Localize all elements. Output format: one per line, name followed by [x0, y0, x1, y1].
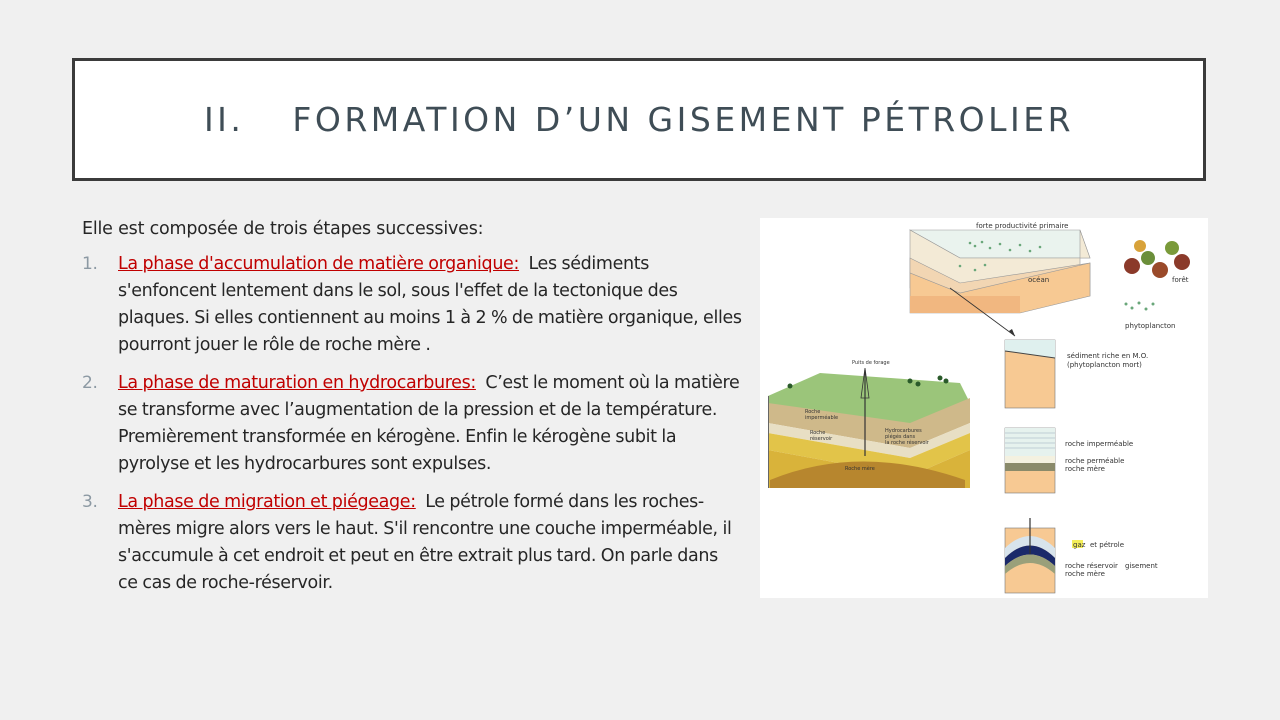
label-sediment: sédiment riche en M.O. [1067, 352, 1149, 360]
label-impermeable: roche imperméable [1065, 440, 1134, 448]
label-reservoir: roche réservoir [1065, 562, 1118, 570]
step-marker: 1. [82, 254, 98, 274]
label-hydrocarbons: Hydrocarbures [885, 428, 922, 434]
layers-column [1005, 428, 1133, 493]
title-box [72, 58, 1206, 181]
label-hydrocarbons-2: piégés dans [885, 434, 916, 440]
phytoplankton-icon [1125, 302, 1176, 331]
step-marker: 2. [82, 373, 98, 393]
step-item [82, 370, 742, 478]
label-ocean: océan [1028, 276, 1050, 284]
step-marker: 3. [82, 492, 98, 512]
deposit-column [1005, 518, 1158, 593]
geology-block [768, 360, 970, 488]
label-source-rock-2: roche mère [1065, 570, 1105, 578]
label-sediment-2: (phytoplancton mort) [1067, 361, 1142, 369]
slide-content [82, 216, 742, 608]
forest-icon [1124, 240, 1190, 284]
ocean-block [910, 222, 1090, 313]
label-deposit: gisement [1125, 562, 1158, 570]
label-productivity: forte productivité primaire [976, 222, 1069, 230]
title-number: II. [203, 100, 245, 139]
label-source-rock: roche mère [1065, 465, 1105, 473]
step-heading: La phase d'accumulation de matière organique: [118, 254, 520, 274]
step-body: C’est le moment où la matière se transforme avec l’augmentation de la pression et de la température. Premièrement transformée en kérogène. Enfin le kérogène subit la pyrolyse et les hydrocarbures sont expulses. [118, 373, 740, 474]
step-body: Les sédiments s'enfoncent lentement dans le sol, sous l'effet de la tectonique des plaques. Si elles contiennent au moins 1 à 2 % de matière organique, elles pourront jouer le rôle de roche mère . [118, 254, 742, 355]
step-heading: La phase de maturation en hydrocarbures: [118, 373, 476, 393]
label-block-impermeable-2: imperméable [805, 415, 839, 421]
title-text: FORMATION D’UN GISEMENT PÉTROLIER [292, 100, 1075, 139]
sediment-column [1005, 340, 1148, 408]
label-block-reservoir: Roche [810, 430, 826, 436]
step-item [82, 489, 742, 597]
oil-formation-figure [760, 218, 1208, 598]
steps-list [82, 251, 742, 597]
label-block-impermeable: Roche [805, 409, 821, 415]
label-gas: gaz [1073, 541, 1086, 549]
step-body: Le pétrole formé dans les roches-mères migre alors vers le haut. S'il rencontre une couche imperméable, il s'accumule à cet endroit et peut en être extrait plus tard. On parle dans ce cas de roche-réservoir. [118, 492, 732, 593]
label-well: Puits de forage [852, 360, 890, 366]
label-permeable: roche perméable [1065, 457, 1125, 465]
intro-text: Elle est composée de trois étapes successives: [82, 219, 484, 239]
step-item [82, 251, 742, 359]
label-hydrocarbons-3: la roche réservoir [885, 440, 929, 446]
label-block-reservoir-2: réservoir [810, 436, 833, 442]
label-block-source-rock: Roche mère [845, 466, 875, 472]
label-forest: forêt [1172, 276, 1189, 284]
slide-title [204, 100, 1074, 139]
label-oil: et pétrole [1090, 541, 1125, 549]
label-phytoplankton: phytoplancton [1125, 322, 1176, 330]
oil-formation-diagram [760, 218, 1208, 598]
step-heading: La phase de migration et piégeage: [118, 492, 416, 512]
